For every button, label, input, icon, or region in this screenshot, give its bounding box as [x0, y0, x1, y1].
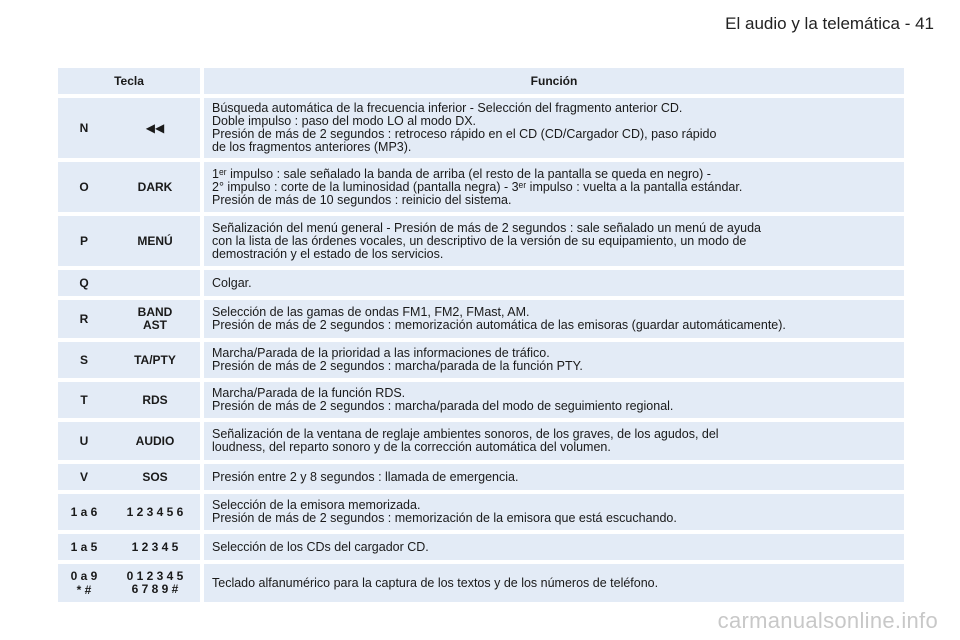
row-button-text: 1 2 3 4 5 6: [126, 504, 184, 519]
row-key-text: O: [79, 180, 89, 194]
row-function-text: Búsqueda automática de la frecuencia inferior - Selección del fragmento anterior CD. Doble impulso : paso del modo LO al modo DX. Presión de más de 2 segundos : retroceso rápido en el CD (CD/Cargador CD), paso rápido de los fragmentos anteriores (MP3).: [212, 101, 717, 154]
row-button-text: 0 1 2 3 4 5 6 7 8 9 #: [126, 569, 184, 596]
row-key-label: [58, 382, 110, 418]
row-function-text: Marcha/Parada de la función RDS. Presión de más de 2 segundos : marcha/parada del modo de seguimiento regional.: [212, 386, 674, 413]
table-row: [58, 464, 904, 490]
row-key-label: [58, 98, 110, 158]
row-function-text: Presión entre 2 y 8 segundos : llamada de emergencia.: [212, 469, 519, 484]
row-function-text: Marcha/Parada de la prioridad a las informaciones de tráfico. Presión de más de 2 segundos : marcha/parada de la función PTY.: [212, 346, 583, 373]
row-button-label: [110, 162, 200, 212]
row-key-label: [58, 564, 110, 602]
row-function-text: 1ᵉʳ impulso : sale señalado la banda de arriba (el resto de la pantalla se queda en negro) - 2° impulso : corte de la luminosidad (pantalla negra) - 3ᵉʳ impulso : vuelta a la pantalla estándar. Presión de más de 10 segundos : reinicio del sistema.: [212, 166, 743, 207]
table-row: [58, 300, 904, 338]
watermark: carmanualsonline.info: [717, 608, 938, 633]
row-function-description: [204, 300, 904, 338]
table-row: [58, 342, 904, 378]
row-function-text: Señalización de la ventana de reglaje ambientes sonoros, de los graves, de los agudos, del loudness, del reparto sonoro y de la corrección automática del volumen.: [212, 427, 719, 454]
row-button-text: RDS: [142, 392, 168, 407]
row-button-label: [110, 342, 200, 378]
row-function-text: Señalización del menú general - Presión de más de 2 segundos : sale señalado un menú de ayuda con la lista de las órdenes vocales, un descriptivo de la versión de su equipamiento, un modo de demostración y el estado de los servicios.: [212, 220, 761, 261]
table-row: [58, 98, 904, 158]
row-function-description: [204, 270, 904, 296]
row-button-label: [110, 270, 200, 296]
table-row: [58, 564, 904, 602]
row-function-text: Teclado alfanumérico para la captura de los textos y de los números de teléfono.: [212, 575, 659, 590]
row-function-description: [204, 494, 904, 530]
table-row: [58, 216, 904, 266]
table-row: [58, 534, 904, 560]
row-key-label: [58, 162, 110, 212]
row-key-text: R: [79, 312, 89, 326]
row-key-text: 1 a 6: [70, 505, 98, 519]
row-button-label: [110, 216, 200, 266]
table-row: [58, 382, 904, 418]
column-header-tecla: Tecla: [58, 68, 200, 94]
row-key-label: [58, 464, 110, 490]
row-key-label: [58, 342, 110, 378]
row-button-label: [110, 98, 200, 158]
row-key-label: [58, 300, 110, 338]
function-table: [58, 68, 904, 606]
row-function-description: [204, 564, 904, 602]
row-function-description: [204, 464, 904, 490]
row-key-label: [58, 216, 110, 266]
row-button-label: [110, 494, 200, 530]
row-key-label: [58, 534, 110, 560]
row-key-text: N: [79, 121, 89, 135]
row-button-label: [110, 300, 200, 338]
row-key-text: T: [80, 393, 88, 407]
table-row: [58, 270, 904, 296]
row-function-text: Selección de la emisora memorizada. Presión de más de 2 segundos : memorización de la emisora que está escuchando.: [212, 498, 677, 525]
row-button-label: [110, 382, 200, 418]
row-button-text: TA/PTY: [134, 352, 176, 367]
table-row: [58, 422, 904, 460]
row-button-label: [110, 422, 200, 460]
row-button-label: [110, 564, 200, 602]
row-function-text: Selección de las gamas de ondas FM1, FM2, FMast, AM. Presión de más de 2 segundos : memorización automática de las emisoras (guardar automáticamente).: [212, 305, 786, 332]
row-key-text: U: [79, 434, 89, 448]
row-key-text: 1 a 5: [70, 540, 98, 554]
row-key-label: [58, 422, 110, 460]
row-key-label: [58, 494, 110, 530]
row-function-description: [204, 382, 904, 418]
column-header-funcion: Función: [204, 68, 904, 94]
row-key-text: P: [79, 234, 88, 248]
table-row: [58, 162, 904, 212]
row-key-text: S: [79, 353, 88, 367]
row-function-description: [204, 98, 904, 158]
table-row: [58, 494, 904, 530]
table-body: [58, 98, 904, 602]
row-key-text: 0 a 9 * #: [70, 569, 98, 597]
row-button-text: MENÚ: [137, 233, 173, 248]
row-function-description: [204, 342, 904, 378]
row-function-description: [204, 422, 904, 460]
row-function-description: [204, 162, 904, 212]
row-function-text: Selección de los CDs del cargador CD.: [212, 539, 429, 554]
row-key-text: V: [79, 470, 88, 484]
row-function-description: [204, 216, 904, 266]
row-button-text: 1 2 3 4 5: [131, 539, 179, 554]
row-button-text: BAND AST: [137, 305, 173, 332]
row-function-text: Colgar.: [212, 275, 252, 290]
page-title: El audio y la telemática - 41: [725, 14, 934, 33]
row-button-text: DARK: [137, 179, 173, 194]
row-button-label: [110, 534, 200, 560]
row-button-text: AUDIO: [135, 433, 175, 448]
row-button-label: [110, 464, 200, 490]
row-button-text: SOS: [142, 469, 168, 484]
row-key-text: Q: [79, 276, 89, 290]
table-header-row: [58, 68, 904, 94]
row-function-description: [204, 534, 904, 560]
row-button-text: ◀◀: [145, 120, 165, 135]
row-key-label: [58, 270, 110, 296]
